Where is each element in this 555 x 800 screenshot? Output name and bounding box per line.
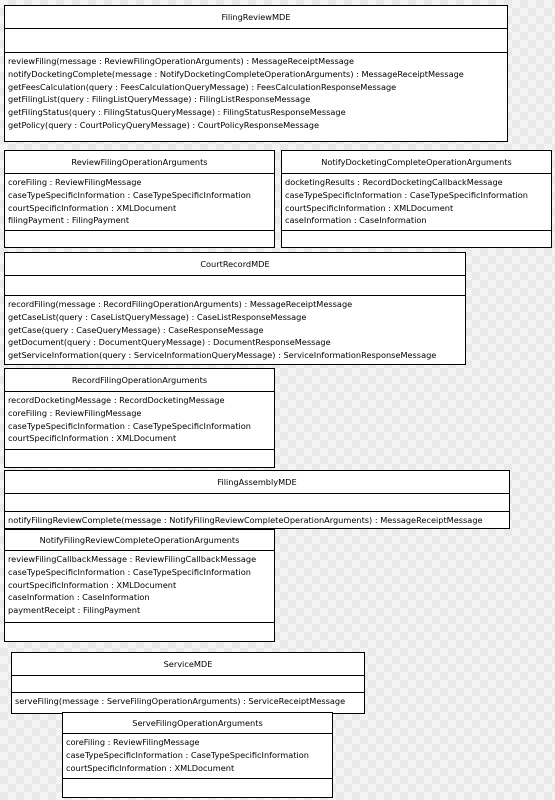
attribute: recordDocketingMessage : RecordDocketingMessage [8, 395, 225, 405]
attribute: courtSpecificInformation : XMLDocument [8, 579, 177, 590]
class-title: FilingAssemblyMDE [5, 471, 509, 494]
attribute: paymentReceipt : FilingPayment [8, 605, 141, 616]
operation: getServiceInformation(query : ServiceInformationQueryMessage) : ServiceInformationResponseMessage [8, 350, 437, 361]
class-court-record-mde[interactable] [4, 252, 466, 365]
attributes-section [12, 676, 364, 693]
attribute: filingPayment : FilingPayment [8, 215, 130, 226]
operations-section [282, 231, 551, 235]
class-title: ReviewFilingOperationArguments [5, 151, 274, 174]
attributes-section [282, 174, 551, 231]
attribute: caseTypeSpecificInformation : CaseTypeSpecificInformation [285, 189, 528, 200]
operation: getFeesCalculation(query : FeesCalculationQueryMessage) : FeesCalculationResponseMessage [8, 81, 397, 92]
attributes-section [5, 276, 465, 296]
operations-section [5, 53, 507, 134]
attributes-section [5, 174, 274, 231]
attribute: courtSpecificInformation : XMLDocument [8, 433, 177, 444]
attribute: caseTypeSpecificInformation : CaseTypeSpecificInformation [66, 749, 309, 760]
operations-section [5, 512, 509, 529]
class-filing-review-mde[interactable] [4, 5, 508, 142]
operation: recordFiling(message : RecordFilingOperationArguments) : MessageReceiptMessage [8, 299, 353, 309]
class-title: ServiceMDE [12, 653, 364, 676]
attributes-section [5, 29, 507, 53]
attribute: coreFiling : ReviewFilingMessage [8, 407, 142, 418]
attributes-section [63, 734, 332, 779]
class-title: FilingReviewMDE [5, 6, 507, 29]
operation: serveFiling(message : ServeFilingOperationArguments) : ServiceReceiptMessage [15, 696, 346, 706]
class-title: ServeFilingOperationArguments [63, 713, 332, 734]
attributes-section [5, 494, 509, 512]
class-serve-filing-operation-arguments[interactable] [62, 712, 333, 798]
class-title: NotifyFilingReviewCompleteOperationArguments [5, 530, 274, 551]
operations-section [5, 296, 465, 364]
operation: notifyDocketingComplete(message : NotifyDocketingCompleteOperationArguments) : MessageReceiptMessage [8, 68, 464, 79]
class-review-filing-operation-arguments[interactable] [4, 150, 275, 248]
operations-section [5, 623, 274, 627]
operation: getFilingList(query : FilingListQueryMessage) : FilingListResponseMessage [8, 94, 311, 105]
operations-section [5, 231, 274, 235]
attributes-section [5, 551, 274, 623]
attributes-section [5, 392, 274, 450]
attribute: caseTypeSpecificInformation : CaseTypeSpecificInformation [8, 566, 251, 577]
attribute: caseTypeSpecificInformation : CaseTypeSpecificInformation [8, 189, 251, 200]
attribute: caseInformation : CaseInformation [285, 215, 427, 226]
attribute: coreFiling : ReviewFilingMessage [66, 737, 200, 747]
operation: notifyFilingReviewComplete(message : NotifyFilingReviewCompleteOperationArguments) : MessageReceiptMessage [8, 515, 483, 525]
operations-section [63, 779, 332, 783]
class-title: NotifyDocketingCompleteOperationArguments [282, 151, 551, 174]
operation: getPolicy(query : CourtPolicyQueryMessage) : CourtPolicyResponseMessage [8, 119, 320, 130]
operation: getCaseList(query : CaseListQueryMessage) : CaseListResponseMessage [8, 311, 307, 322]
attribute: caseInformation : CaseInformation [8, 592, 150, 603]
operations-section [12, 693, 364, 710]
class-title: RecordFilingOperationArguments [5, 369, 274, 392]
attribute: coreFiling : ReviewFilingMessage [8, 177, 142, 187]
attribute: reviewFilingCallbackMessage : ReviewFilingCallbackMessage [8, 554, 257, 564]
operation: getDocument(query : DocumentQueryMessage) : DocumentResponseMessage [8, 337, 331, 348]
operation: getCase(query : CaseQueryMessage) : CaseResponseMessage [8, 324, 264, 335]
class-service-mde[interactable] [11, 652, 365, 714]
operations-section [5, 450, 274, 454]
class-notify-docketing-complete-operation-arguments[interactable] [281, 150, 552, 248]
attribute: caseTypeSpecificInformation : CaseTypeSpecificInformation [8, 420, 251, 431]
attribute: courtSpecificInformation : XMLDocument [285, 202, 454, 213]
class-record-filing-operation-arguments[interactable] [4, 368, 275, 468]
attribute: courtSpecificInformation : XMLDocument [66, 762, 235, 773]
class-notify-filing-review-complete-operation-arguments[interactable] [4, 529, 275, 642]
class-title: CourtRecordMDE [5, 253, 465, 276]
attribute: docketingResults : RecordDocketingCallbackMessage [285, 177, 503, 187]
class-filing-assembly-mde[interactable] [4, 470, 510, 529]
attribute: courtSpecificInformation : XMLDocument [8, 202, 177, 213]
operation: getFilingStatus(query : FilingStatusQueryMessage) : FilingStatusResponseMessage [8, 107, 346, 118]
operation: reviewFiling(message : ReviewFilingOperationArguments) : MessageReceiptMessage [8, 56, 355, 66]
